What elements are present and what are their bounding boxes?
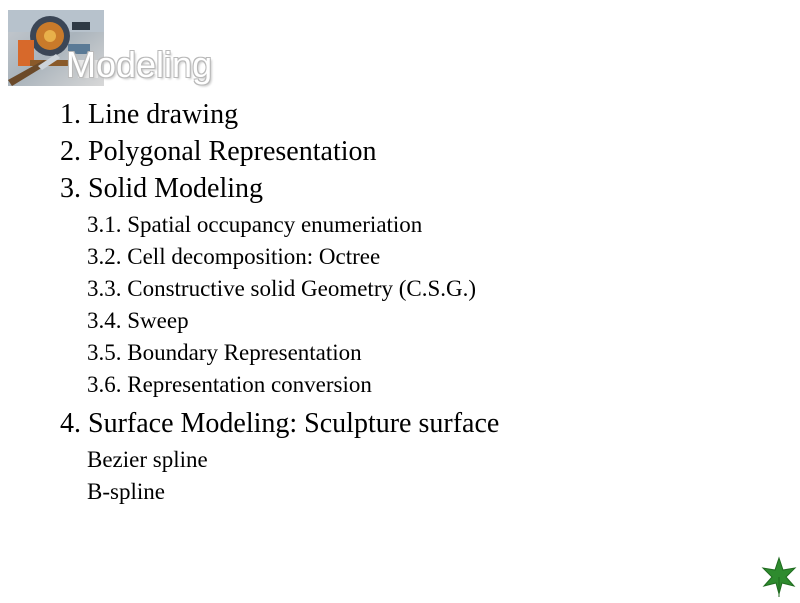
outline-subitem: 3.5. Boundary Representation bbox=[87, 340, 362, 365]
outline-subitem: 3.1. Spatial occupancy enumeriation bbox=[87, 212, 423, 237]
outline-sublist bbox=[87, 209, 780, 401]
outline-subitem: 3.2. Cell decomposition: Octree bbox=[87, 244, 381, 269]
outline-item-label: 4. Surface Modeling: Sculpture surface bbox=[60, 408, 500, 439]
outline-subitem: Bezier spline bbox=[87, 447, 208, 472]
outline-subitem: B-spline bbox=[87, 479, 165, 504]
slide-title: Modeling bbox=[66, 44, 213, 85]
outline-item-label: 3. Solid Modeling bbox=[60, 173, 264, 204]
outline-item bbox=[60, 405, 780, 508]
outline-list bbox=[60, 96, 780, 512]
outline-subitem: 3.6. Representation conversion bbox=[87, 372, 372, 397]
outline-item-label: 2. Polygonal Representation bbox=[60, 136, 377, 167]
outline-item bbox=[60, 133, 780, 170]
outline-item-label: 1. Line drawing bbox=[60, 99, 239, 130]
leaf-icon bbox=[760, 556, 798, 598]
outline-item bbox=[60, 170, 780, 401]
outline-sublist bbox=[87, 444, 780, 508]
outline-subitem: 3.3. Constructive solid Geometry (C.S.G.) bbox=[87, 276, 477, 301]
outline-item bbox=[60, 96, 780, 133]
outline-subitem: 3.4. Sweep bbox=[87, 308, 189, 333]
